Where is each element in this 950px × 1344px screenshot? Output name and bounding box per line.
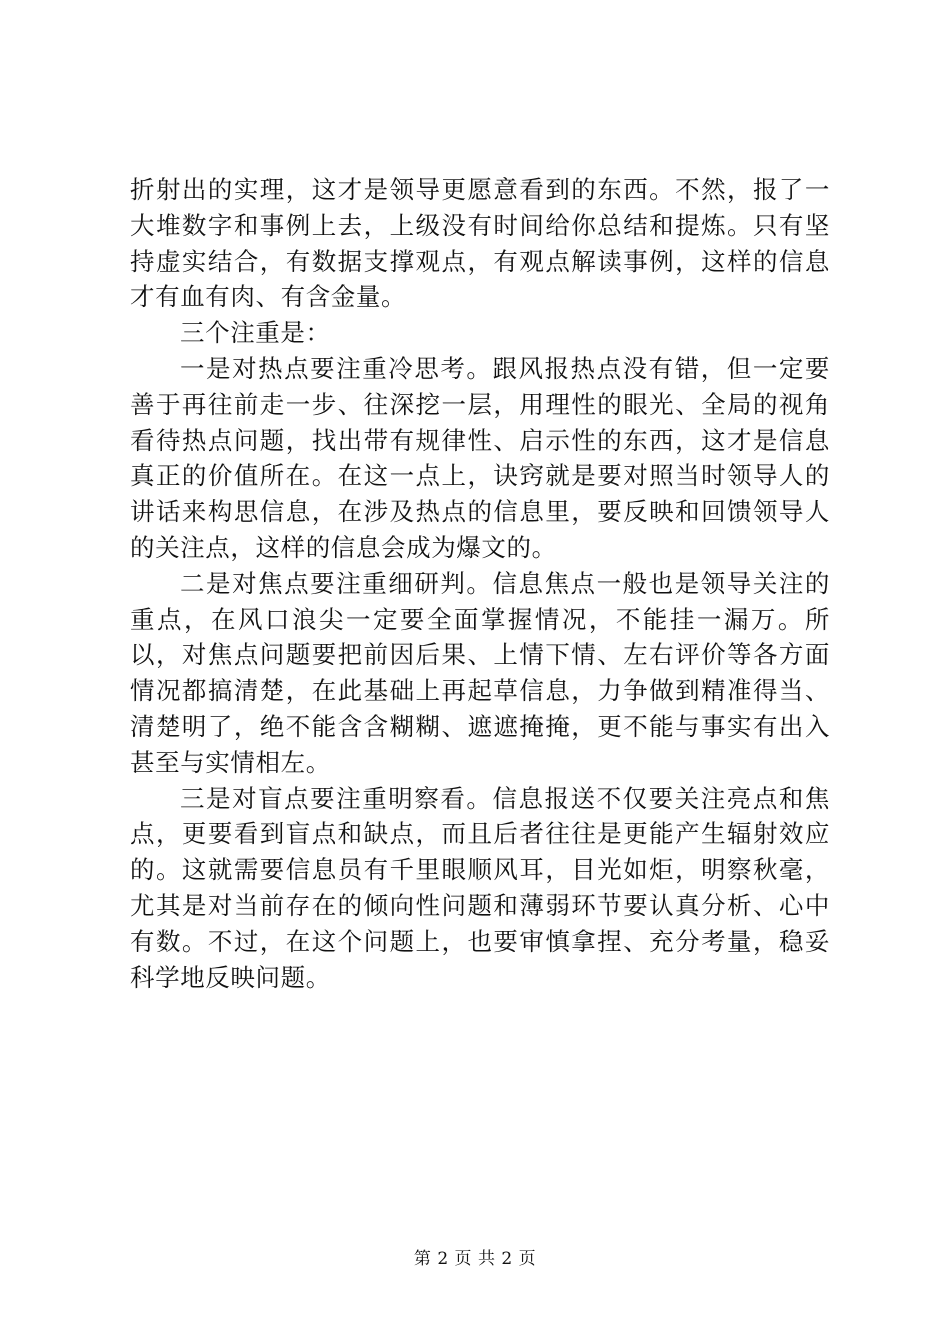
page-number-footer: 第 2 页 共 2 页	[413, 1249, 537, 1269]
paragraph-continuation: 折射出的实理，这才是领导更愿意看到的东西。不然，报了一大堆数字和事例上去，上级没有时间给你总结和提炼。只有坚持虚实结合，有数据支撑观点，有观点解读事例，这样的信息才有血有肉、有含金量。	[130, 175, 830, 312]
paragraph-three-focus-intro: 三个注重是：	[180, 318, 331, 348]
paragraph-focus-point: 二是对焦点要注重细研判。信息焦点一般也是领导关注的重点，在风口浪尖一定要全面掌握情况，不能挂一漏万。所以，对焦点问题要把前因后果、上情下情、左右评价等各方面情况都搞清楚，在此基础上再起草信息，力争做到精准得当、清楚明了，绝不能含含糊糊、遮遮掩掩，更不能与事实有出入甚至与实情相左。	[130, 568, 830, 777]
paragraph-blind-spot: 三是对盲点要注重明察看。信息报送不仅要关注亮点和焦点，更要看到盲点和缺点，而且后者往往是更能产生辐射效应的。这就需要信息员有千里眼顺风耳，目光如炬，明察秋毫，尤其是对当前存在的倾向性问题和薄弱环节要认真分析、心中有数。不过，在这个问题上，也要审慎拿捏、充分考量，稳妥科学地反映问题。	[130, 783, 830, 992]
body-text	[130, 172, 830, 995]
paragraph-hotspot: 一是对热点要注重冷思考。跟风报热点没有错，但一定要善于再往前走一步、往深挖一层，用理性的眼光、全局的视角看待热点问题，找出带有规律性、启示性的东西，这才是信息真正的价值所在。在这一点上，诀窍就是要对照当时领导人的讲话来构思信息，在涉及热点的信息里，要反映和回馈领导人的关注点，这样的信息会成为爆文的。	[130, 353, 830, 562]
